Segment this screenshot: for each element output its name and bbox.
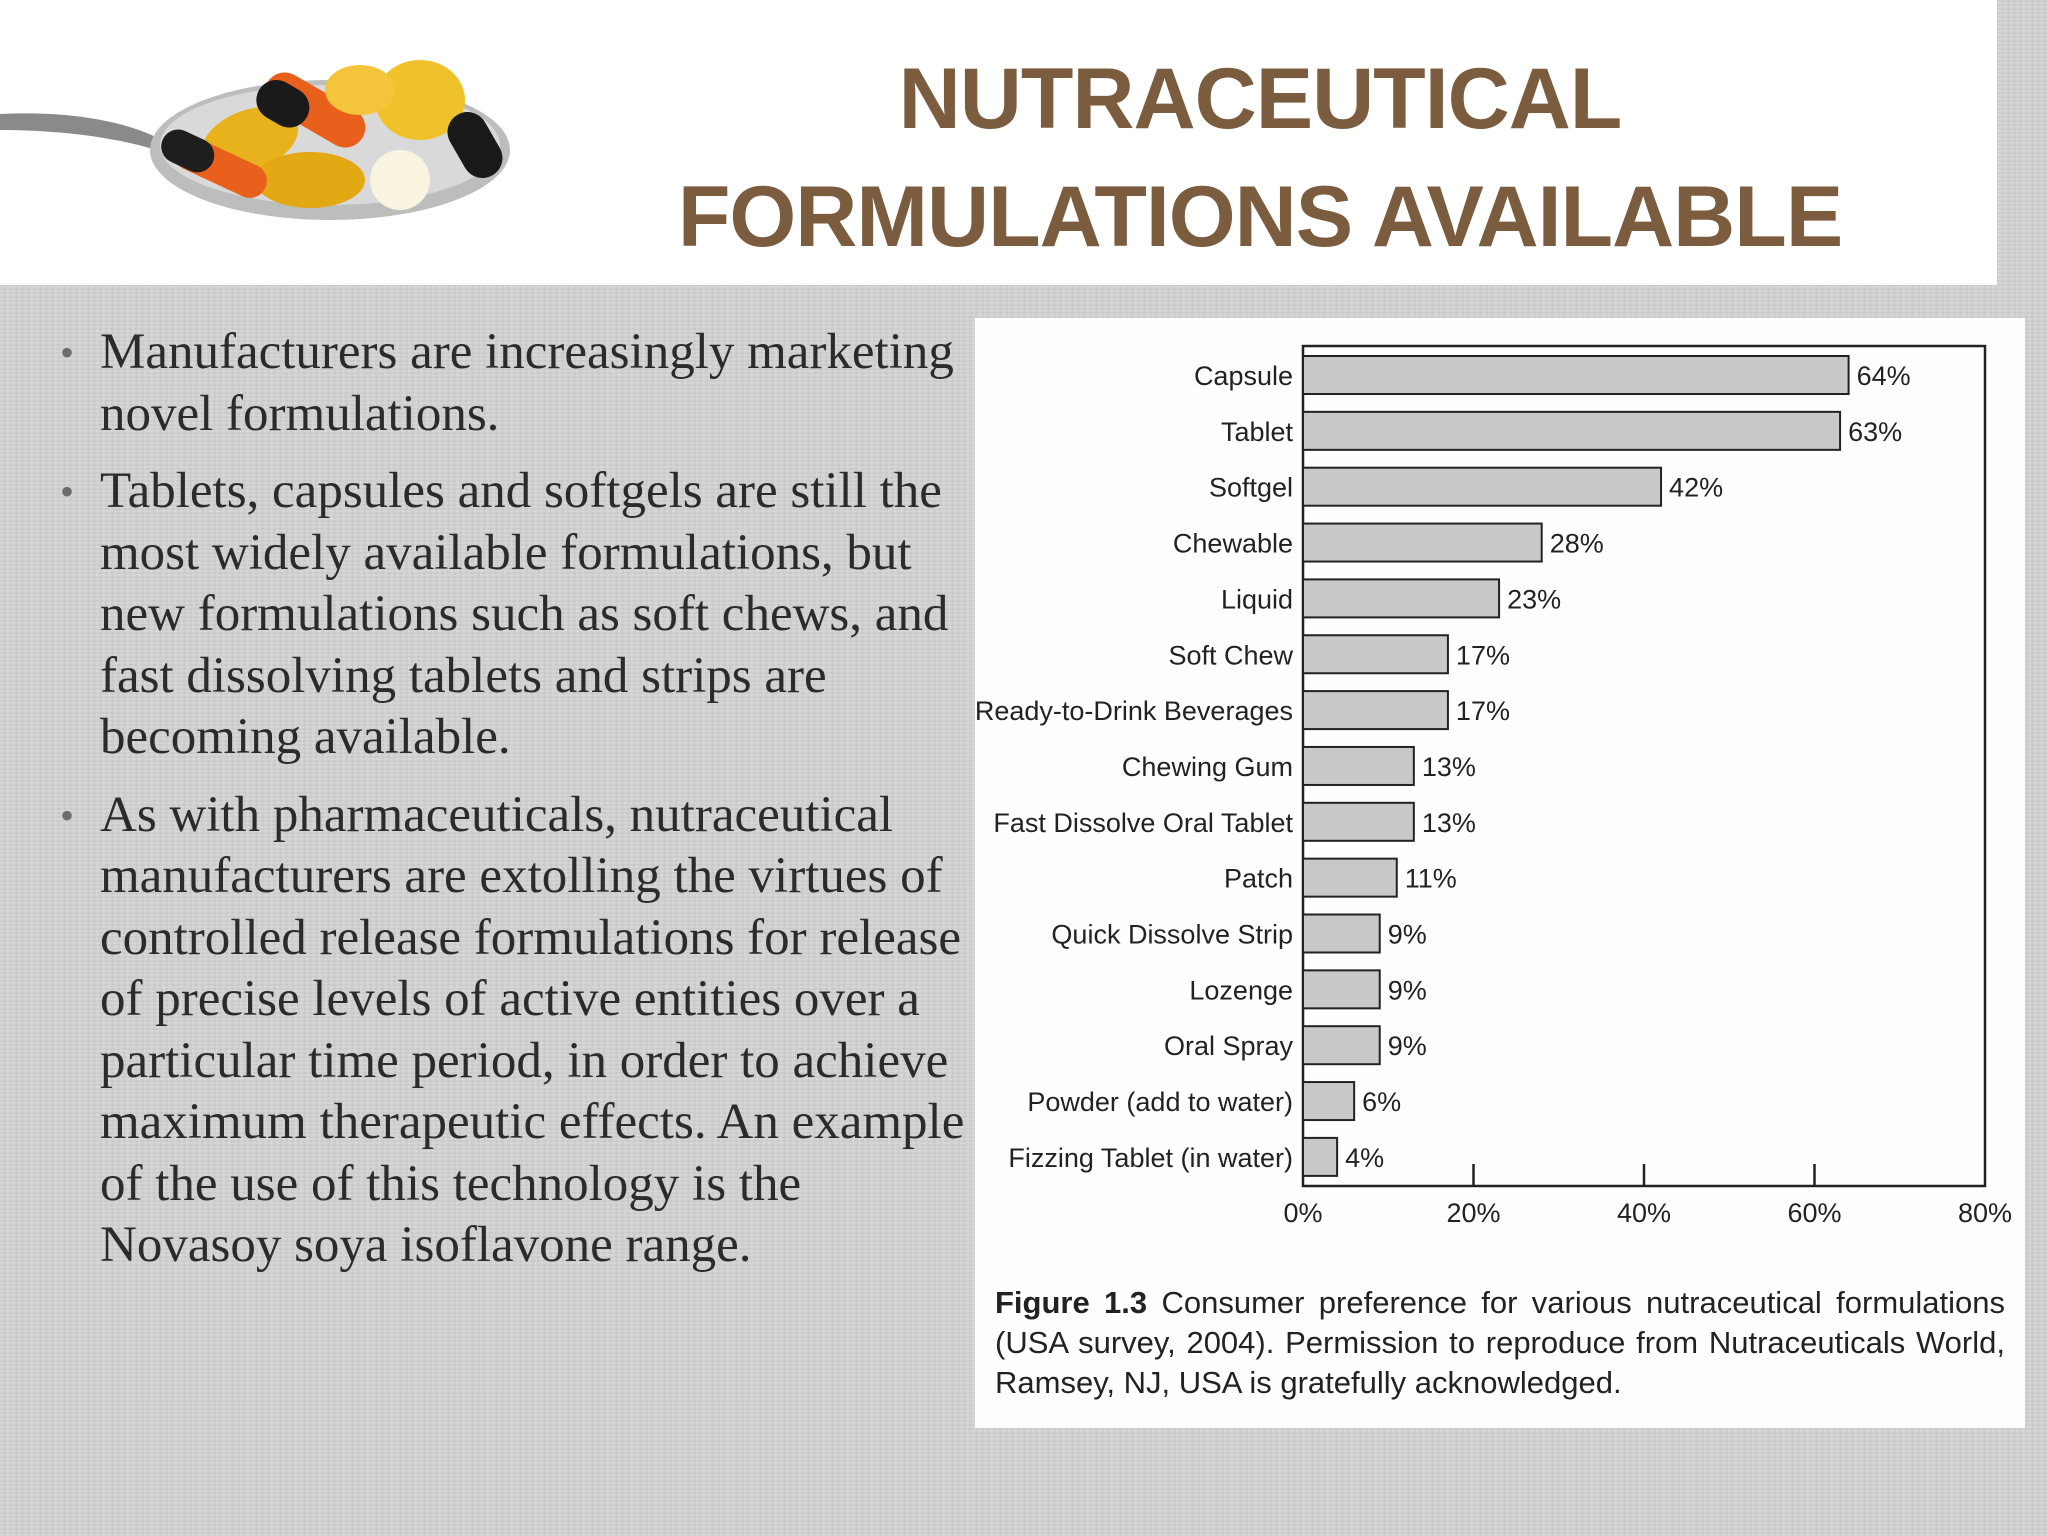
bar [1303,468,1661,506]
figure-panel [975,318,2025,1428]
bar [1303,859,1397,897]
value-label: 13% [1421,807,1476,838]
category-label: Chewing Gum [1121,751,1293,782]
bullet-dot-icon: • [60,792,75,838]
value-label: 11% [1404,863,1457,894]
bullet-dot-icon: • [60,330,75,375]
value-label: 64% [1856,361,1911,391]
value-label: 9% [1387,975,1427,1006]
bar [1303,970,1380,1008]
bar [1303,635,1448,673]
bar-chart [975,318,2025,1278]
value-label: 17% [1455,640,1510,671]
bullet-text: Tablets, capsules and softgels are still the most widely available formulations, but new formulations such as soft chews, and fast dissolving tablets and strips are becoming available. [100,463,949,765]
x-tick-label: 80% [1957,1198,2013,1228]
category-label: Powder (add to water) [1027,1087,1293,1118]
title-line-2: FORMULATIONS AVAILABLE [677,169,1843,265]
category-label: Fizzing Tablet (in water) [1008,1142,1293,1173]
value-label: 28% [1549,528,1604,559]
pill-spoon-image [0,30,520,230]
bar [1303,579,1499,617]
bar [1303,1026,1380,1064]
figure-label: Figure 1.3 [995,1285,1148,1320]
bullet-list [58,322,978,1293]
category-label: Oral Spray [1163,1031,1293,1062]
slide-title [560,40,1960,276]
category-label: Patch [1223,863,1293,894]
bullet-text: As with pharmaceuticals, nutraceutical manufacturers are extolling the virtues of controlled release formulations for release of precise levels of active entities over a particular time period, in order to achieve maximum therapeutic effects. An example of the use of this technology is the Novasoy soya isoflavone range. [100,786,965,1273]
x-tick-label: 40% [1616,1198,1672,1228]
x-tick-label: 0% [1283,1198,1323,1228]
bullet-text: Manufacturers are increasingly marketing novel formulations. [100,324,954,442]
category-label: Chewable [1172,528,1293,559]
category-label: Lozenge [1189,975,1293,1006]
category-label: Ready-to-Drink Beverages [975,696,1293,727]
x-tick-label: 20% [1446,1198,1501,1228]
value-label: 23% [1507,584,1562,615]
bar [1303,1138,1337,1176]
bullet-dot-icon: • [60,469,75,514]
value-label: 9% [1387,919,1427,950]
bar [1303,524,1542,562]
category-label: Softgel [1208,472,1293,503]
title-line-1: NUTRACEUTICAL [898,51,1622,147]
bullet-item [58,785,978,1277]
figure-caption-text: Consumer preference for various nutraceutical formulations (USA survey, 2004). Permission to reproduce from Nutraceuticals World, Ramsey, NJ, USA is gratefully acknowledged. [995,1285,2005,1400]
x-tick-label: 60% [1787,1198,1842,1228]
category-label: Capsule [1193,361,1293,391]
value-label: 9% [1387,1031,1427,1062]
bar [1303,356,1849,394]
title-banner [0,0,1997,285]
bar [1303,1082,1354,1120]
category-label: Fast Dissolve Oral Tablet [993,807,1293,838]
category-label: Liquid [1220,584,1293,615]
category-label: Quick Dissolve Strip [1051,919,1293,950]
value-label: 6% [1362,1087,1402,1118]
value-label: 4% [1345,1142,1385,1173]
bar [1303,412,1840,450]
value-label: 17% [1455,696,1510,727]
value-label: 63% [1848,416,1903,447]
bar [1303,915,1380,953]
figure-caption [995,1283,2005,1403]
bar [1303,803,1414,841]
value-label: 42% [1669,472,1724,503]
bullet-item [58,322,978,445]
bullet-item [58,461,978,769]
bar [1303,747,1414,785]
value-label: 13% [1421,751,1476,782]
category-label: Tablet [1220,416,1293,447]
bar [1303,691,1448,729]
category-label: Soft Chew [1168,640,1293,671]
